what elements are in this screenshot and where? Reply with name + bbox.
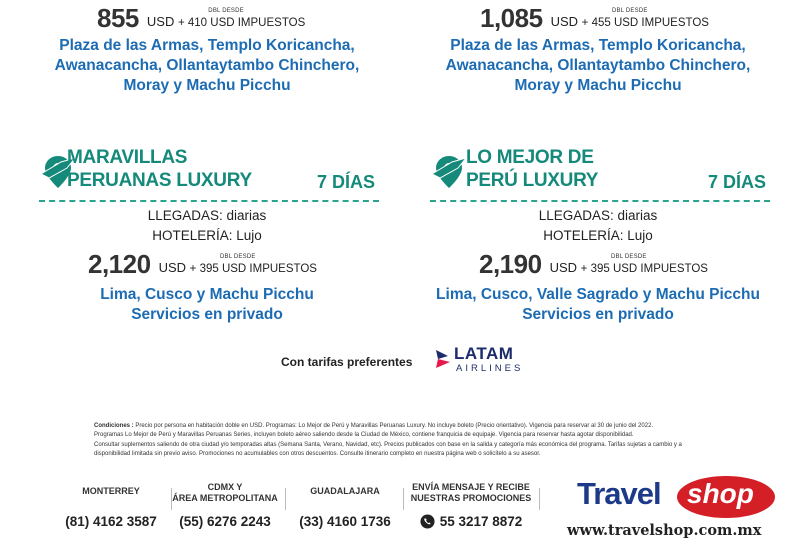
hotel-category: HOTELERÍA: Lujo (152, 228, 262, 243)
currency-row (159, 261, 317, 276)
destination-line: Awanacancha, Ollantaytambo Chinchero, (445, 57, 751, 74)
dashed-divider (430, 200, 770, 202)
destination-line: Lima, Cusco y Machu Picchu (100, 286, 314, 303)
currency-row (147, 15, 305, 30)
contact-whatsapp (408, 482, 534, 534)
price-meta (550, 254, 708, 276)
price-meta (159, 254, 317, 276)
contact-divider (403, 488, 404, 510)
whatsapp-icon (420, 514, 435, 529)
package-title-line: MARAVILLAS (67, 147, 188, 168)
taxes: + 395 USD IMPUESTOS (580, 263, 708, 275)
contact-cdmx (172, 482, 278, 534)
price-amount: 2,190 (479, 249, 542, 279)
price-line (480, 3, 709, 33)
latam-logo-icon (434, 346, 454, 372)
phone-number[interactable]: (55) 6276 2243 (179, 514, 271, 529)
airline-subtitle: AIRLINES (456, 363, 524, 374)
whatsapp-row (408, 514, 534, 529)
map-pin-airplane-icon (430, 152, 468, 192)
destination-line: Lima, Cusco, Valle Sagrado y Machu Picchu (436, 286, 760, 303)
terms-line: disponibilidad limitada sin previo aviso. Promociones no acumulables con otros descuentos. Consulte itinerario completo en nuestra página web o solicítelo a su asesor. (94, 450, 541, 457)
destinations (408, 36, 788, 96)
package-title-line: PERÚ LUXURY (466, 170, 599, 191)
price-line (479, 249, 708, 279)
package-title (67, 146, 252, 192)
city-label: CDMX Y (207, 482, 243, 492)
price-amount: 1,085 (480, 3, 543, 33)
package-title (466, 146, 598, 192)
destinations (17, 285, 397, 325)
city-label: MONTERREY (82, 486, 140, 496)
dbl-label: DBL DESDE (208, 8, 244, 14)
price-line (97, 3, 306, 33)
destination-line: Servicios en privado (131, 306, 283, 323)
destinations (17, 36, 397, 96)
phone-number[interactable]: 55 3217 8872 (439, 514, 523, 529)
currency: USD (146, 14, 175, 29)
currency: USD (550, 14, 579, 29)
currency: USD (158, 260, 187, 275)
terms-label: Condiciones : (94, 423, 134, 429)
currency: USD (549, 260, 578, 275)
price-line (88, 249, 317, 279)
terms-line (94, 422, 714, 431)
city-label: ÁREA METROPOLITANA (172, 493, 278, 503)
taxes: + 395 USD IMPUESTOS (189, 263, 317, 275)
package-title-line: LO MEJOR DE (466, 147, 594, 168)
destination-line: Servicios en privado (522, 306, 674, 323)
taxes: + 455 USD IMPUESTOS (581, 17, 709, 29)
destinations (408, 285, 788, 325)
destination-line: Awanacancha, Ollantaytambo Chinchero, (54, 57, 360, 74)
package-days: 7 DÍAS (317, 172, 376, 192)
brand-name-part1: Travel (577, 476, 661, 511)
currency-row (550, 261, 708, 276)
destination-line: Plaza de las Armas, Templo Koricancha, (59, 37, 355, 54)
contact-divider (539, 488, 540, 510)
terms-text: Precio por persona en habitación doble en USD. Programas: Lo Mejor de Perú y Maravillas Peruanas Luxury. No incluye boleto (Precio orientativo). Vigencia para reservar al 30 de junio del 2022. (135, 423, 654, 429)
terms-line: Programas Lo Mejor de Perú y Maravillas Peruanas Series, incluyen boleto aéreo saliendo desde la Ciudad de México, contiene franquicia de equipaje. Vigencia para reservar hasta agotar disponibilidad. (94, 432, 634, 439)
offer-top-right (408, 0, 788, 100)
contact-monterrey (58, 486, 164, 534)
package-info (17, 206, 397, 246)
price-amount: 855 (97, 3, 139, 33)
package-maravillas (17, 140, 397, 330)
city-label: GUADALAJARA (310, 486, 380, 496)
phone-number[interactable]: (33) 4160 1736 (299, 514, 391, 529)
offer-top-left (17, 0, 397, 100)
destination-line: Moray y Machu Picchu (123, 77, 291, 94)
destination-line: Plaza de las Armas, Templo Koricancha, (450, 37, 746, 54)
terms-conditions (94, 422, 714, 459)
price-meta (551, 8, 709, 30)
package-title-line: PERUANAS LUXURY (67, 170, 252, 191)
destination-line: Moray y Machu Picchu (514, 77, 682, 94)
terms-line: Consultar suplementos saliendo de otra ciudad y/o temporadas altas (Semana Santa, Verano, Navidad, etc). Precios publicados con base en la salida y categoría más económica del programa. Tarifas sujetas a cambio y a (94, 441, 682, 448)
arrivals: LLEGADAS: diarias (147, 208, 267, 223)
airline-name: LATAM (454, 344, 514, 363)
package-lo-mejor (408, 140, 788, 330)
package-info (408, 206, 788, 246)
preferential-rates-label: Con tarifas preferentes (281, 355, 413, 369)
currency-row (551, 15, 709, 30)
website-url[interactable]: www.travelshop.com.mx (567, 522, 762, 539)
city-label: ENVÍA MENSAJE Y RECIBE (412, 482, 530, 492)
hotel-category: HOTELERÍA: Lujo (543, 228, 653, 243)
dbl-label: DBL DESDE (611, 8, 648, 14)
taxes: + 410 USD IMPUESTOS (177, 17, 306, 29)
package-days: 7 DÍAS (708, 172, 767, 192)
contact-guadalajara (292, 486, 398, 534)
contact-divider (285, 488, 286, 510)
arrivals: LLEGADAS: diarias (538, 208, 658, 223)
brand-name-part2: shop (687, 478, 754, 509)
dbl-label: DBL DESDE (219, 254, 256, 260)
dashed-divider (39, 200, 379, 202)
phone-number[interactable]: (81) 4162 3587 (65, 514, 157, 529)
price-amount: 2,120 (88, 249, 151, 279)
dbl-label: DBL DESDE (610, 254, 647, 260)
price-meta (147, 8, 305, 30)
city-label: NUESTRAS PROMOCIONES (410, 493, 532, 503)
